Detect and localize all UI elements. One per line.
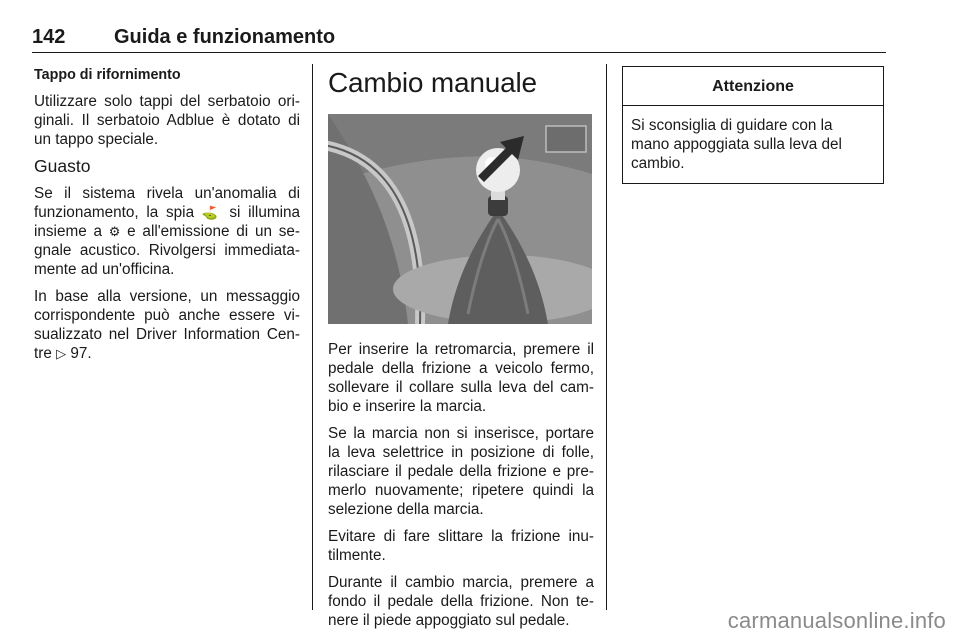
caution-title: Attenzione	[623, 67, 883, 106]
gear-lever-illustration	[328, 114, 592, 324]
engine-check-icon: ⚙	[108, 224, 121, 239]
subheading-fuel-cap: Tappo di rifornimento	[34, 67, 181, 83]
paragraph-gear-not-engaged: Se la marcia non si inserisce, portare la leva selettrice in posizione di folle, rilasciare il pedale della frizione e premerlo nuovamente; ripetere quindi la selezione della marcia.	[328, 425, 594, 518]
caution-text: Si sconsiglia di guidare con la mano appoggiata sulla leva del cambio.	[631, 117, 842, 172]
paragraph-clutch-slip: Evitare di fare slittare la frizione inutilmente.	[328, 528, 594, 564]
chapter-title: Guida e funzionamento	[114, 26, 336, 48]
paragraph-fault: Se il sistema rivela un'anomalia di funzionamento, la spia ⛳ si illumina insieme a ⚙ e all'emissione di un segnale acustico. Rivolgersi immediatamente ad un'officina.	[34, 185, 300, 278]
caution-box	[622, 66, 884, 184]
column-divider-2	[606, 64, 607, 610]
column-divider-1	[312, 64, 313, 610]
paragraph-message: In base alla versione, un messaggio corrispondente può anche essere visualizzato nel Driver Information Centre ▷ 97.	[34, 288, 300, 362]
column-1	[34, 66, 300, 371]
warning-lamp-icon: ⛳	[201, 205, 222, 220]
watermark: carmanualsonline.info	[727, 608, 946, 633]
section-title-manual-gearbox: Cambio manuale	[328, 67, 537, 98]
page-number: 142	[32, 26, 66, 48]
column-3	[622, 66, 884, 184]
paragraph-shifting: Durante il cambio marcia, premere a fondo il pedale della frizione. Non tenere il piede appoggiato sul pedale.	[328, 574, 594, 629]
header-rule	[32, 52, 886, 53]
section-heading-fault: Guasto	[34, 156, 91, 176]
column-2	[328, 66, 594, 638]
page-reference-icon: ▷	[56, 346, 67, 361]
paragraph-fuel-cap: Utilizzare solo tappi del serbatoio originali. Il serbatoio Adblue è dotato di un tappo speciale.	[34, 93, 300, 148]
paragraph-reverse-gear: Per inserire la retromarcia, premere il pedale della frizione a veicolo fermo, sollevare il collare sulla leva del cambio e inserire la marcia.	[328, 341, 594, 415]
